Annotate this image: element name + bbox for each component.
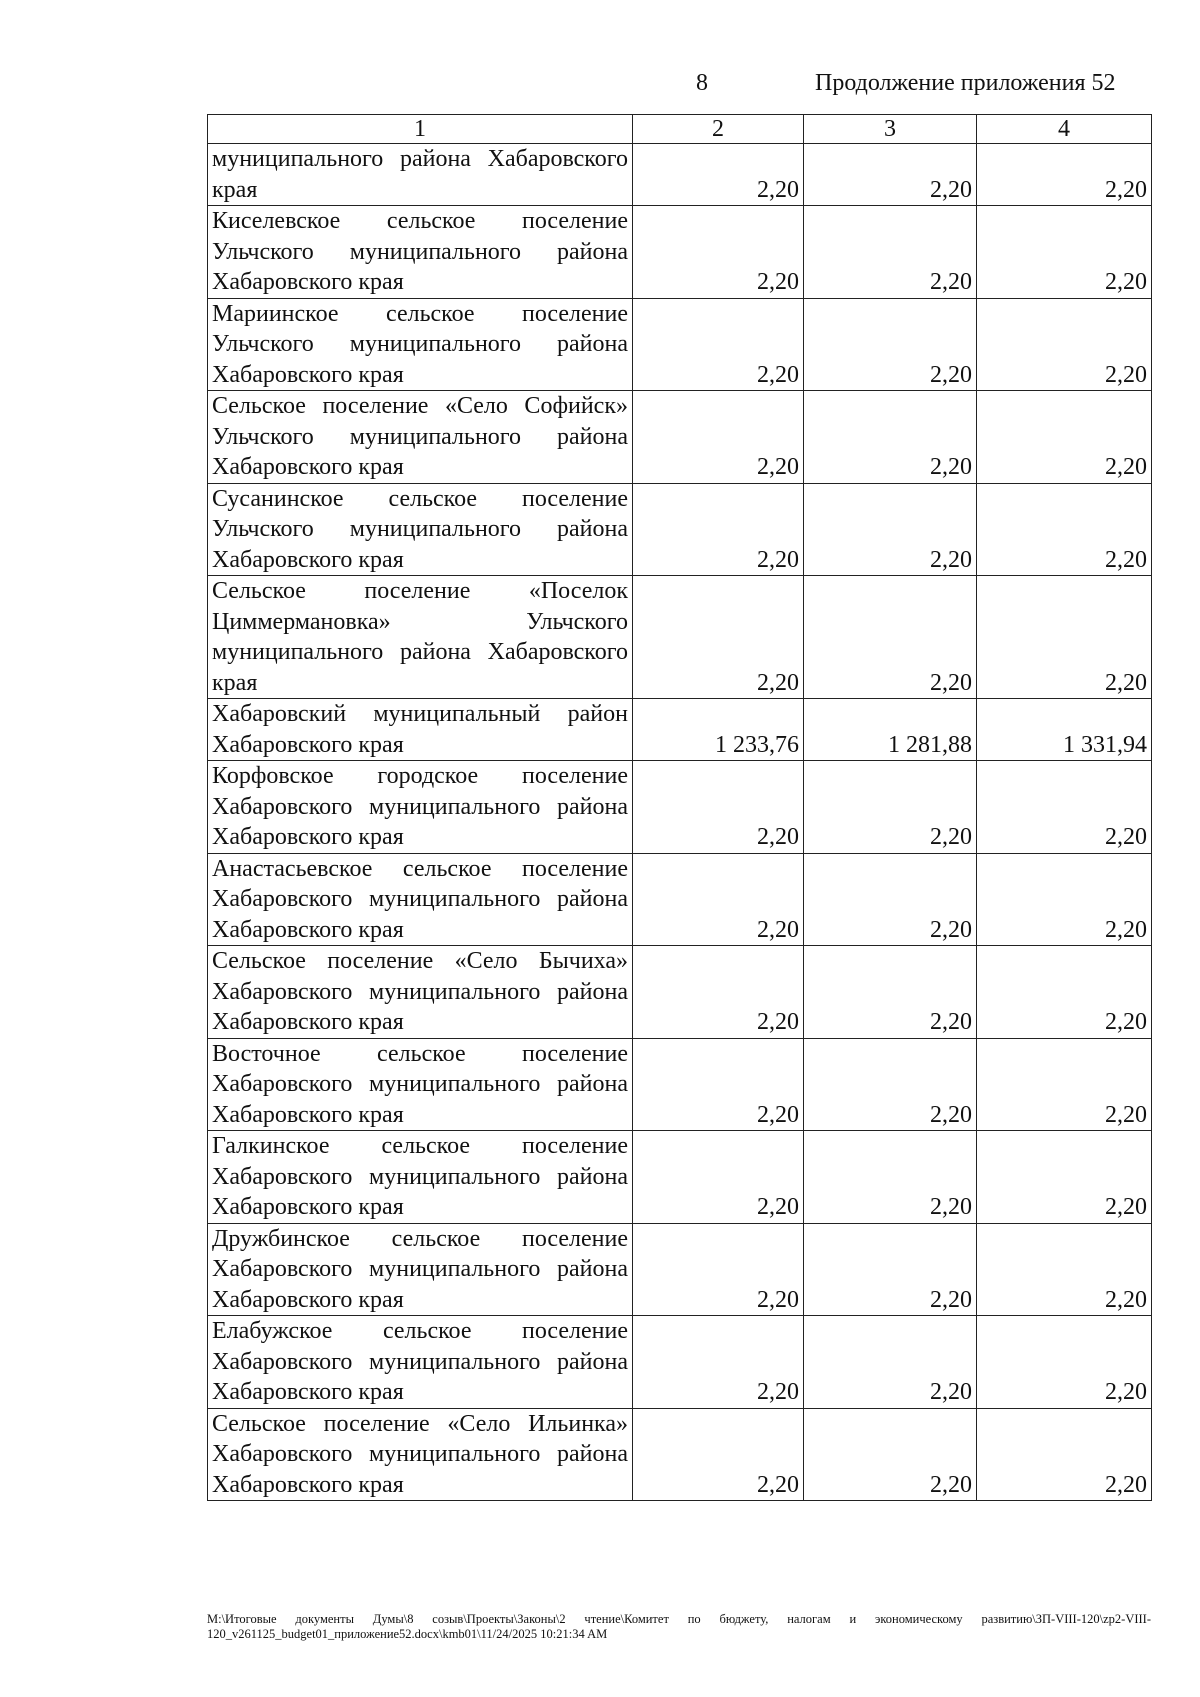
value-col-2: 2,20 <box>633 946 804 1039</box>
municipality-name: Корфовское городское поселение Хабаровского муниципального района Хабаровского края <box>208 761 633 854</box>
municipality-name: Сельское поселение «Село Софийск» Ульчского муниципального района Хабаровского края <box>208 391 633 484</box>
table-row <box>208 699 1152 761</box>
value-col-4: 2,20 <box>977 946 1152 1039</box>
column-header: 1 <box>208 115 633 144</box>
municipality-name: муниципального района Хабаровского края <box>208 144 633 206</box>
table-row <box>208 391 1152 484</box>
value-col-2: 2,20 <box>633 298 804 391</box>
table-row <box>208 206 1152 299</box>
document-file-path: M:\Итоговые документы Думы\8 созыв\Проекты\Законы\2 чтение\Комитет по бюджету, налогам и экономическому развитию\ЗП-VIII-120\zp2-VIII-120_v261125_budget01_приложение52.docx\kmb01\11/24/2025 10:21:34 AM <box>207 1612 1151 1641</box>
value-col-4: 2,20 <box>977 1131 1152 1224</box>
municipality-name: Сусанинское сельское поселение Ульчского муниципального района Хабаровского края <box>208 483 633 576</box>
value-col-4: 2,20 <box>977 144 1152 206</box>
value-col-3: 2,20 <box>804 206 977 299</box>
value-col-3: 2,20 <box>804 761 977 854</box>
value-col-3: 2,20 <box>804 1408 977 1501</box>
value-col-2: 2,20 <box>633 1223 804 1316</box>
column-header: 4 <box>977 115 1152 144</box>
municipality-name: Елабужское сельское поселение Хабаровского муниципального района Хабаровского края <box>208 1316 633 1409</box>
value-col-3: 2,20 <box>804 1223 977 1316</box>
page-number: 8 <box>696 70 708 96</box>
value-col-4: 2,20 <box>977 1316 1152 1409</box>
value-col-3: 2,20 <box>804 1316 977 1409</box>
value-col-2: 2,20 <box>633 853 804 946</box>
value-col-3: 2,20 <box>804 853 977 946</box>
value-col-2: 2,20 <box>633 206 804 299</box>
value-col-4: 2,20 <box>977 1408 1152 1501</box>
table-row <box>208 761 1152 854</box>
table-row <box>208 576 1152 699</box>
value-col-2: 2,20 <box>633 1038 804 1131</box>
value-col-4: 1 331,94 <box>977 699 1152 761</box>
value-col-2: 1 233,76 <box>633 699 804 761</box>
value-col-4: 2,20 <box>977 1038 1152 1131</box>
municipality-name: Сельское поселение «Село Ильинка» Хабаровского муниципального района Хабаровского края <box>208 1408 633 1501</box>
value-col-3: 2,20 <box>804 298 977 391</box>
municipality-name: Сельское поселение «Село Бычиха» Хабаровского муниципального района Хабаровского края <box>208 946 633 1039</box>
municipality-name: Мариинское сельское поселение Ульчского муниципального района Хабаровского края <box>208 298 633 391</box>
table-row <box>208 483 1152 576</box>
table-row <box>208 946 1152 1039</box>
value-col-3: 2,20 <box>804 391 977 484</box>
value-col-4: 2,20 <box>977 1223 1152 1316</box>
value-col-3: 2,20 <box>804 144 977 206</box>
value-col-2: 2,20 <box>633 144 804 206</box>
municipality-name: Дружбинское сельское поселение Хабаровского муниципального района Хабаровского края <box>208 1223 633 1316</box>
value-col-2: 2,20 <box>633 1408 804 1501</box>
value-col-3: 2,20 <box>804 1038 977 1131</box>
table-header-row <box>208 115 1152 144</box>
table-row <box>208 1316 1152 1409</box>
column-header: 2 <box>633 115 804 144</box>
table-row <box>208 853 1152 946</box>
value-col-4: 2,20 <box>977 206 1152 299</box>
value-col-2: 2,20 <box>633 1316 804 1409</box>
municipality-name: Восточное сельское поселение Хабаровского муниципального района Хабаровского края <box>208 1038 633 1131</box>
value-col-4: 2,20 <box>977 483 1152 576</box>
municipality-name: Галкинское сельское поселение Хабаровского муниципального района Хабаровского края <box>208 1131 633 1224</box>
value-col-3: 1 281,88 <box>804 699 977 761</box>
value-col-4: 2,20 <box>977 576 1152 699</box>
value-col-3: 2,20 <box>804 576 977 699</box>
value-col-2: 2,20 <box>633 1131 804 1224</box>
value-col-3: 2,20 <box>804 1131 977 1224</box>
value-col-3: 2,20 <box>804 483 977 576</box>
municipality-name: Киселевское сельское поселение Ульчского муниципального района Хабаровского края <box>208 206 633 299</box>
value-col-2: 2,20 <box>633 483 804 576</box>
municipality-name: Хабаровский муниципальный район Хабаровского края <box>208 699 633 761</box>
value-col-4: 2,20 <box>977 391 1152 484</box>
table-row <box>208 1038 1152 1131</box>
continuation-title: Продолжение приложения 52 <box>815 70 1116 96</box>
value-col-2: 2,20 <box>633 576 804 699</box>
value-col-4: 2,20 <box>977 761 1152 854</box>
value-col-3: 2,20 <box>804 946 977 1039</box>
municipality-name: Анастасьевское сельское поселение Хабаровского муниципального района Хабаровского края <box>208 853 633 946</box>
municipality-name: Сельское поселение «Поселок Циммермановка» Ульчского муниципального района Хабаровского края <box>208 576 633 699</box>
value-col-2: 2,20 <box>633 391 804 484</box>
value-col-4: 2,20 <box>977 853 1152 946</box>
value-col-2: 2,20 <box>633 761 804 854</box>
table-row <box>208 1223 1152 1316</box>
column-header: 3 <box>804 115 977 144</box>
table-row <box>208 144 1152 206</box>
table-row <box>208 1408 1152 1501</box>
table-row <box>208 1131 1152 1224</box>
value-col-4: 2,20 <box>977 298 1152 391</box>
budget-table <box>207 114 1152 1501</box>
table-row <box>208 298 1152 391</box>
